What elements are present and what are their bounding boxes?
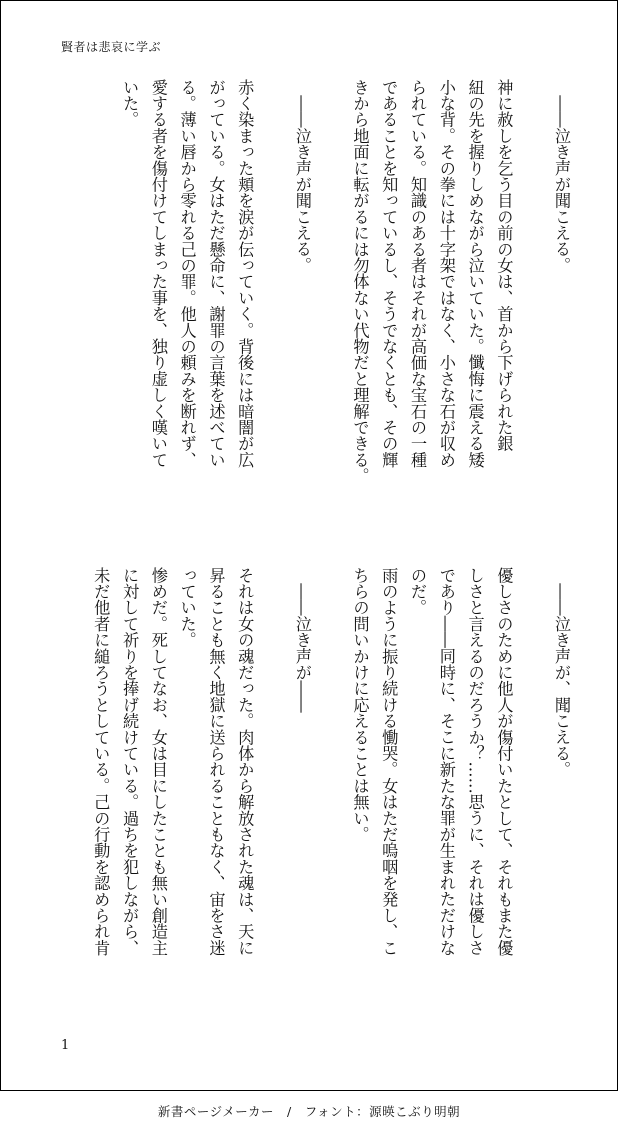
vertical-text-lower [55,567,575,1019]
text-line: しさと言えるのだろうか？……思うに、それは優しさ [465,567,485,956]
text-line [258,79,287,531]
text-line: ちらの問いかけに応えることは無い。 [350,567,370,843]
text-line: に対して祈りを捧げ続けている。過ちを犯しながら、 [120,567,140,956]
text-line [316,79,345,531]
text-line: であることを知っているし、そうでなくとも、その輝 [379,79,399,468]
text-line: であり――同時に、そこに新たな罪が生まれただけな [436,567,456,956]
text-line: 惨めだ。死してなお、女は目にしたことも無い創造主 [148,567,168,956]
text-line: がっている。女はただ懸命に、謝罪の言葉を述べてい [206,79,226,468]
text-line: 昇ることも無く地獄に送られることもなく、宙をさ迷 [206,567,226,956]
footer-credit: 新書ページメーカー / フォント：源暎こぶり明朝 [157,1104,461,1119]
text-line [258,567,287,1019]
text-line: っていた。 [177,567,197,648]
text-line: 赤く染まった頬を涙が伝っていく。背後には暗闇が広 [235,79,255,468]
text-line: いた。 [120,79,140,128]
text-line: 小な背。その拳には十字架ではなく、小さな石が収め [436,79,456,468]
text-line: ――泣き声が―― [292,567,312,713]
text-block-upper [55,79,575,531]
text-line [316,567,345,1019]
text-line [517,567,546,1019]
text-line: 紐の先を握りしめながら泣いていた。懺悔に震える矮 [465,79,485,468]
text-line: る。薄い唇から零れる己の罪。他人の頼みを断れず、 [177,79,197,468]
running-title: 賢者は悲哀に学ぶ [61,40,162,54]
text-block-lower [55,567,575,1019]
text-line: 優しさのために他人が傷付いたとして、それもまた優 [494,567,514,956]
text-line: ――泣き声が聞こえる。 [552,79,571,274]
text-line: きから地面に転がるには勿体ない代物だと理解できる。 [350,79,370,484]
text-line: ――泣き声が聞こえる。 [292,79,312,274]
text-line: 神に赦しを乞う目の前の女は、首から下げられた銀 [494,79,514,452]
text-line: ――泣き声が、聞こえる。 [552,567,571,778]
text-line: 未だ他者に縋ろうとしている。己の行動を認められ肯 [91,567,111,956]
text-line: のだ。 [408,567,428,616]
text-line: られている。知識のある者はそれが高価な宝石の一種 [408,79,428,468]
text-line: 愛する者を傷付けてしまった事を、独り虚しく嘆いて [148,79,168,468]
text-line: それは女の魂だった。肉体から解放された魂は、天に [235,567,255,956]
text-line: 雨のように振り続ける慟哭。女はただ嗚咽を発し、こ [379,567,399,956]
text-line [517,79,546,531]
vertical-text-upper [55,79,575,531]
page-number: 1 [61,1038,70,1053]
